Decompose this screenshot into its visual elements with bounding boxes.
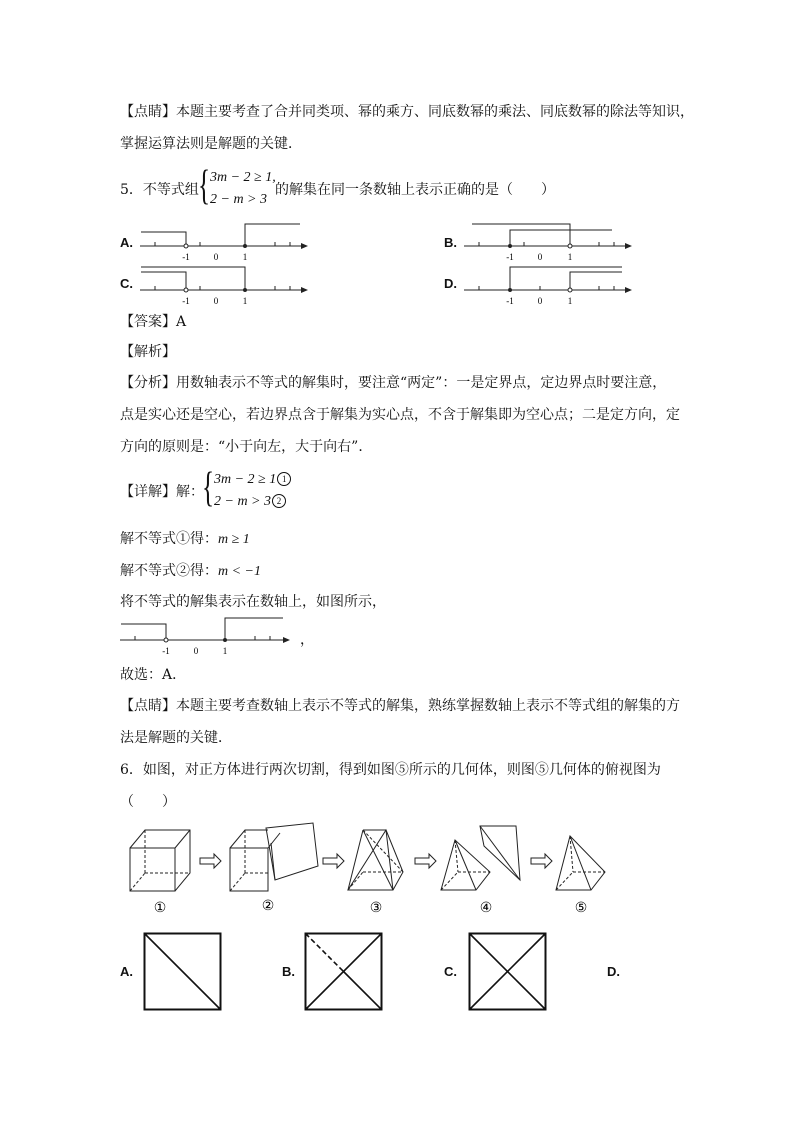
- option-b-label: B.: [444, 235, 457, 250]
- option-c-numberline: [138, 262, 310, 307]
- option-a-numberline: [138, 220, 310, 265]
- tick-label: 1: [567, 296, 573, 306]
- fenxi-line-3: 方向的原则是：“小于向左，大于向右”．: [120, 439, 373, 455]
- detail-row-1: 3m − 2 ≥ 1: [214, 472, 277, 487]
- fig-label: ⑤: [574, 901, 588, 916]
- q6-option-c-label: C.: [444, 964, 457, 979]
- brace-icon: {: [198, 163, 211, 209]
- detail-prefix: 【详解】解：: [120, 484, 204, 500]
- fenxi-line-1: 【分析】用数轴表示不等式的解集时，要注意“两定”：一是定界点，定边界点时要注意，: [120, 375, 667, 391]
- q6-cut-diagram: [118, 818, 618, 918]
- q5-prefix: 5．不等式组: [120, 182, 199, 198]
- tick-label: 0: [193, 646, 199, 656]
- fenxi-line-2: 点是实心还是空心，若边界点含于解集为实心点，不含于解集即为空心点；二是定方向，定: [120, 407, 680, 423]
- q6-option-b-figure: [304, 932, 384, 1012]
- solve-2-text: 解不等式②得：: [120, 563, 218, 579]
- q6-line-1: 6．如图，对正方体进行两次切割，得到如图⑤所示的几何体，则图⑤几何体的俯视图为: [120, 762, 661, 778]
- q5-suffix: 的解集在同一条数轴上表示正确的是（ ）: [275, 182, 555, 198]
- answer: 【答案】A: [120, 314, 187, 330]
- solve-1-math: m ≥ 1: [218, 532, 250, 547]
- solve-2: [120, 561, 261, 582]
- q6-option-a-label: A.: [120, 964, 133, 979]
- tick-label: -1: [506, 252, 514, 262]
- q6-option-b-label: B.: [282, 964, 295, 979]
- q6-option-d-label: D.: [607, 964, 620, 979]
- dianjing2-line-1: 【点睛】本题主要考查数轴上表示不等式的解集，熟练掌握数轴上表示不等式组的解集的方: [120, 698, 680, 714]
- analysis-title: 【解析】: [120, 344, 176, 360]
- q5-row-2: 2 − m > 3: [210, 192, 268, 207]
- option-b-numberline: [462, 220, 634, 265]
- option-a-label: A.: [120, 235, 133, 250]
- tick-label: 0: [537, 296, 543, 306]
- tick-label: 0: [537, 252, 543, 262]
- tick-label: 1: [567, 252, 573, 262]
- option-d-label: D.: [444, 276, 457, 291]
- tick-label: -1: [162, 646, 170, 656]
- detail-system: [202, 465, 302, 514]
- tick-label: 1: [242, 252, 248, 262]
- circled-mark: 2: [272, 494, 286, 508]
- option-c-label: C.: [120, 276, 133, 291]
- tick-label: -1: [182, 296, 190, 306]
- option-d-numberline: [462, 262, 634, 307]
- q6-option-a-figure: [143, 932, 223, 1012]
- fig-label: ③: [369, 901, 383, 916]
- q6-line-2: （ ）: [120, 794, 176, 810]
- comma: ，: [300, 632, 314, 648]
- solve-1-text: 解不等式①得：: [120, 531, 218, 547]
- brace-icon: {: [202, 465, 215, 511]
- tick-label: -1: [182, 252, 190, 262]
- choose: 故选：A．: [120, 667, 187, 683]
- solve-2-math: m < −1: [218, 564, 262, 579]
- solve-1: [120, 529, 250, 550]
- q5-row-1: 3m − 2 ≥ 1,: [210, 170, 276, 185]
- tick-label: -1: [506, 296, 514, 306]
- dianjing-line-1: 【点睛】本题主要考查了合并同类项、幂的乘方、同底数幂的乘法、同底数幂的除法等知识，: [120, 104, 694, 120]
- q5-system: [198, 163, 278, 212]
- dianjing2-line-2: 法是解题的关键．: [120, 730, 232, 746]
- fig-label: ④: [479, 901, 493, 916]
- tick-label: 0: [213, 252, 219, 262]
- tick-label: 0: [213, 296, 219, 306]
- detail-row-2: 2 − m > 3: [214, 494, 272, 509]
- tick-label: 1: [242, 296, 248, 306]
- solution-numberline: [118, 614, 293, 659]
- fig-label: ②: [261, 899, 275, 914]
- q6-option-c-figure: [468, 932, 548, 1012]
- tick-label: 1: [222, 646, 228, 656]
- dianjing-line-2: 掌握运算法则是解题的关键．: [120, 136, 302, 152]
- fig-label: ①: [153, 901, 167, 916]
- circled-mark: 1: [277, 472, 291, 486]
- represent-text: 将不等式的解集表示在数轴上，如图所示，: [120, 594, 386, 610]
